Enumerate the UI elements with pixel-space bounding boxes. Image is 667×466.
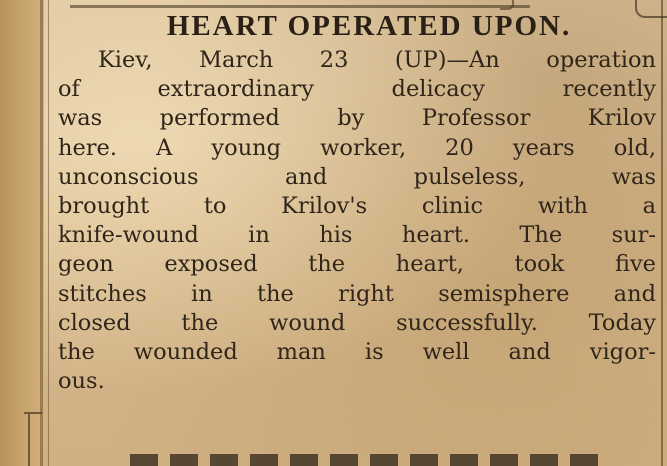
article-line: unconscious and pulseless, was (58, 163, 656, 190)
article-line: of extraordinary delicacy recently (58, 76, 656, 103)
corner-mark (24, 412, 42, 414)
clipping-right-edge (661, 0, 663, 466)
article-line: geon exposed the heart, took five (58, 251, 656, 278)
corner-mark-vertical (28, 414, 30, 466)
article-line: here. A young worker, 20 years old, (58, 134, 656, 161)
article-line: stitches in the right semisphere and (58, 280, 656, 307)
article-line: was performed by Professor Krilov (58, 105, 656, 132)
next-headline-fragment (130, 454, 600, 466)
article-line: closed the wound successfully. Today (58, 309, 656, 336)
article-line: brought to Krilov's clinic with a (58, 193, 656, 220)
article-line: knife-wound in his heart. The sur- (58, 222, 656, 249)
scrapbook-page-margin (0, 0, 44, 466)
article-line: the wounded man is well and vigor- (58, 339, 656, 366)
column-rule (48, 0, 49, 466)
news-article (58, 6, 656, 396)
clipping-left-edge (40, 0, 43, 466)
article-line: Kiev, March 23 (UP)—An operation (98, 47, 656, 73)
article-headline: HEART OPERATED UPON. (166, 10, 572, 42)
article-line: ous. (58, 368, 105, 395)
